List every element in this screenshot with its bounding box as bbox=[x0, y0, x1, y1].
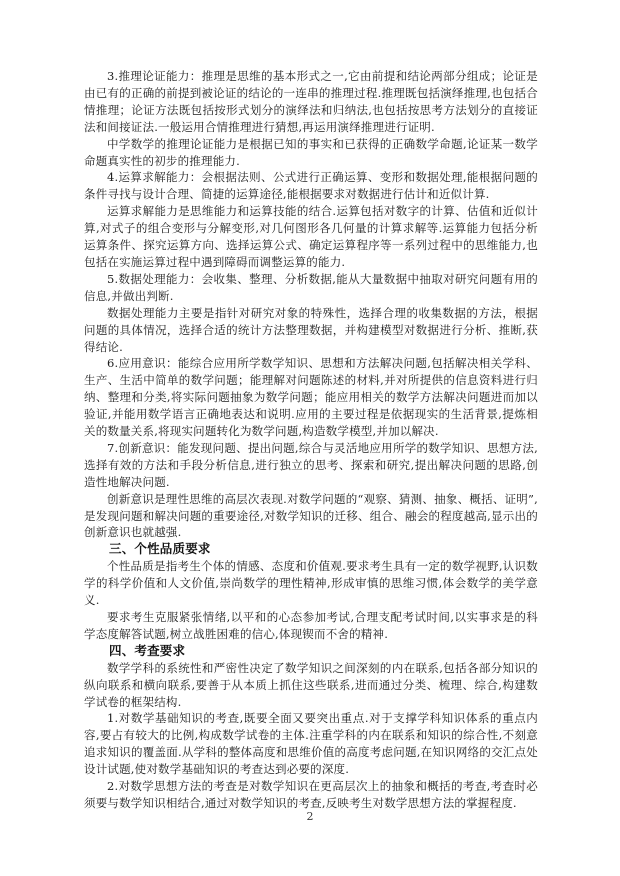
paragraph: 数据处理能力主要是指针对研究对象的特殊性，选择合理的收集数据的方法，根据问题的具体情况，选择合适的统计方法整理数据，并构建模型对数据进行分析、推断,获得结论. bbox=[84, 305, 538, 354]
paragraph: 中学数学的推理论证能力是根据已知的事实和已获得的正确数学命题,论证某一数学命题真实性的初步的推理能力. bbox=[84, 136, 538, 168]
paragraph: 7.创新意识：能发现问题、提出问题,综合与灵活地应用所学的数学知识、思想方法,选择有效的方法和手段分析信息,进行独立的思考、探索和研究,提出解决问题的思路,创造性地解决问题. bbox=[84, 440, 538, 489]
paragraph: 要求考生克服紧张情绪,以平和的心态参加考试,合理支配考试时间,以实事求是的科学态度解答试题,树立战胜困难的信心,体现锲而不舍的精神. bbox=[84, 610, 538, 641]
paragraph: 5.数据处理能力：会收集、整理、分析数据,能从大量数据中抽取对研究问题有用的信息,并做出判断. bbox=[84, 271, 538, 303]
paragraph: 运算求解能力是思维能力和运算技能的结合.运算包括对数字的计算、估值和近似计算,对式子的组合变形与分解变形,对几何图形各几何量的计算求解等.运算能力包括分析运算条件、探究运算方向、选择运算公式、确定运算程序等一系列过程中的思维能力,也包括在实施运算过程中遇到障碍而调整运算的能力. bbox=[84, 204, 538, 269]
paragraph: 6.应用意识：能综合应用所学数学知识、思想和方法解决问题,包括解决相关学科、生产、生活中简单的数学问题；能理解对问题陈述的材料,并对所提供的信息资料进行归纳、整理和分类,将实际问题抽象为数学问题；能应用相关的数学方法解决问题进而加以验证,并能用数学语言正确地表达和说明.应用的主要过程是依据现实的生活背景,提炼相关的数量关系,将现实问题转化为数学问题,构造数学模型,并加以解决. bbox=[84, 356, 538, 439]
paragraph: 个性品质是指考生个体的情感、态度和价值观.要求考生具有一定的数学视野,认识数学的科学价值和人文价值,崇尚数学的理性精神,形成审慎的思维习惯,体会数学的美学意义. bbox=[84, 559, 538, 608]
paragraph: 创新意识是理性思维的高层次表现.对数学问题的“观察、猜测、抽象、概括、证明”,是发现问题和解决问题的重要途径,对数学知识的迁移、组合、融会的程度越高,显示出的创新意识也就越强. bbox=[84, 491, 538, 540]
paragraph: 数学学科的系统性和严密性决定了数学知识之间深刻的内在联系,包括各部分知识的纵向联系和横向联系,要善于从本质上抓住这些联系,进而通过分类、梳理、综合,构建数学试卷的框架结构. bbox=[84, 660, 538, 709]
section-heading: 四、考查要求 bbox=[109, 642, 186, 658]
section-heading: 三、个性品质要求 bbox=[109, 541, 211, 557]
paragraph: 4.运算求解能力：会根据法则、公式进行正确运算、变形和数据处理,能根据问题的条件寻找与设计合理、简捷的运算途径,能根据要求对数据进行估计和近似计算. bbox=[84, 170, 538, 202]
document-body bbox=[84, 68, 538, 812]
paragraph: 1.对数学基础知识的考查,既要全面又要突出重点.对于支撑学科知识体系的重点内容,要占有较大的比例,构成数学试卷的主体.注重学科的内在联系和知识的综合性,不刻意追求知识的覆盖面.从学科的整体高度和思维价值的高度考虑问题,在知识网络的交汇点处设计试题,使对数学基础知识的考查达到必要的深度. bbox=[84, 711, 538, 777]
paragraph: 3.推理论证能力：推理是思维的基本形式之一,它由前提和结论两部分组成；论证是由已有的正确的前提到被论证的结论的一连串的推理过程.推理既包括演绎推理,也包括合情推理；论证方法既包括按形式划分的演绎法和归纳法,也包括按思考方法划分的直接证法和间接证法.一般运用合情推理进行猜想,再运用演绎推理进行证明. bbox=[84, 69, 538, 134]
paragraph: 2.对数学思想方法的考查是对数学知识在更高层次上的抽象和概括的考查,考查时必须要与数学知识相结合,通过对数学知识的考查,反映考生对数学思想方法的掌握程度. bbox=[84, 779, 538, 810]
page-number: 2 bbox=[306, 810, 314, 823]
